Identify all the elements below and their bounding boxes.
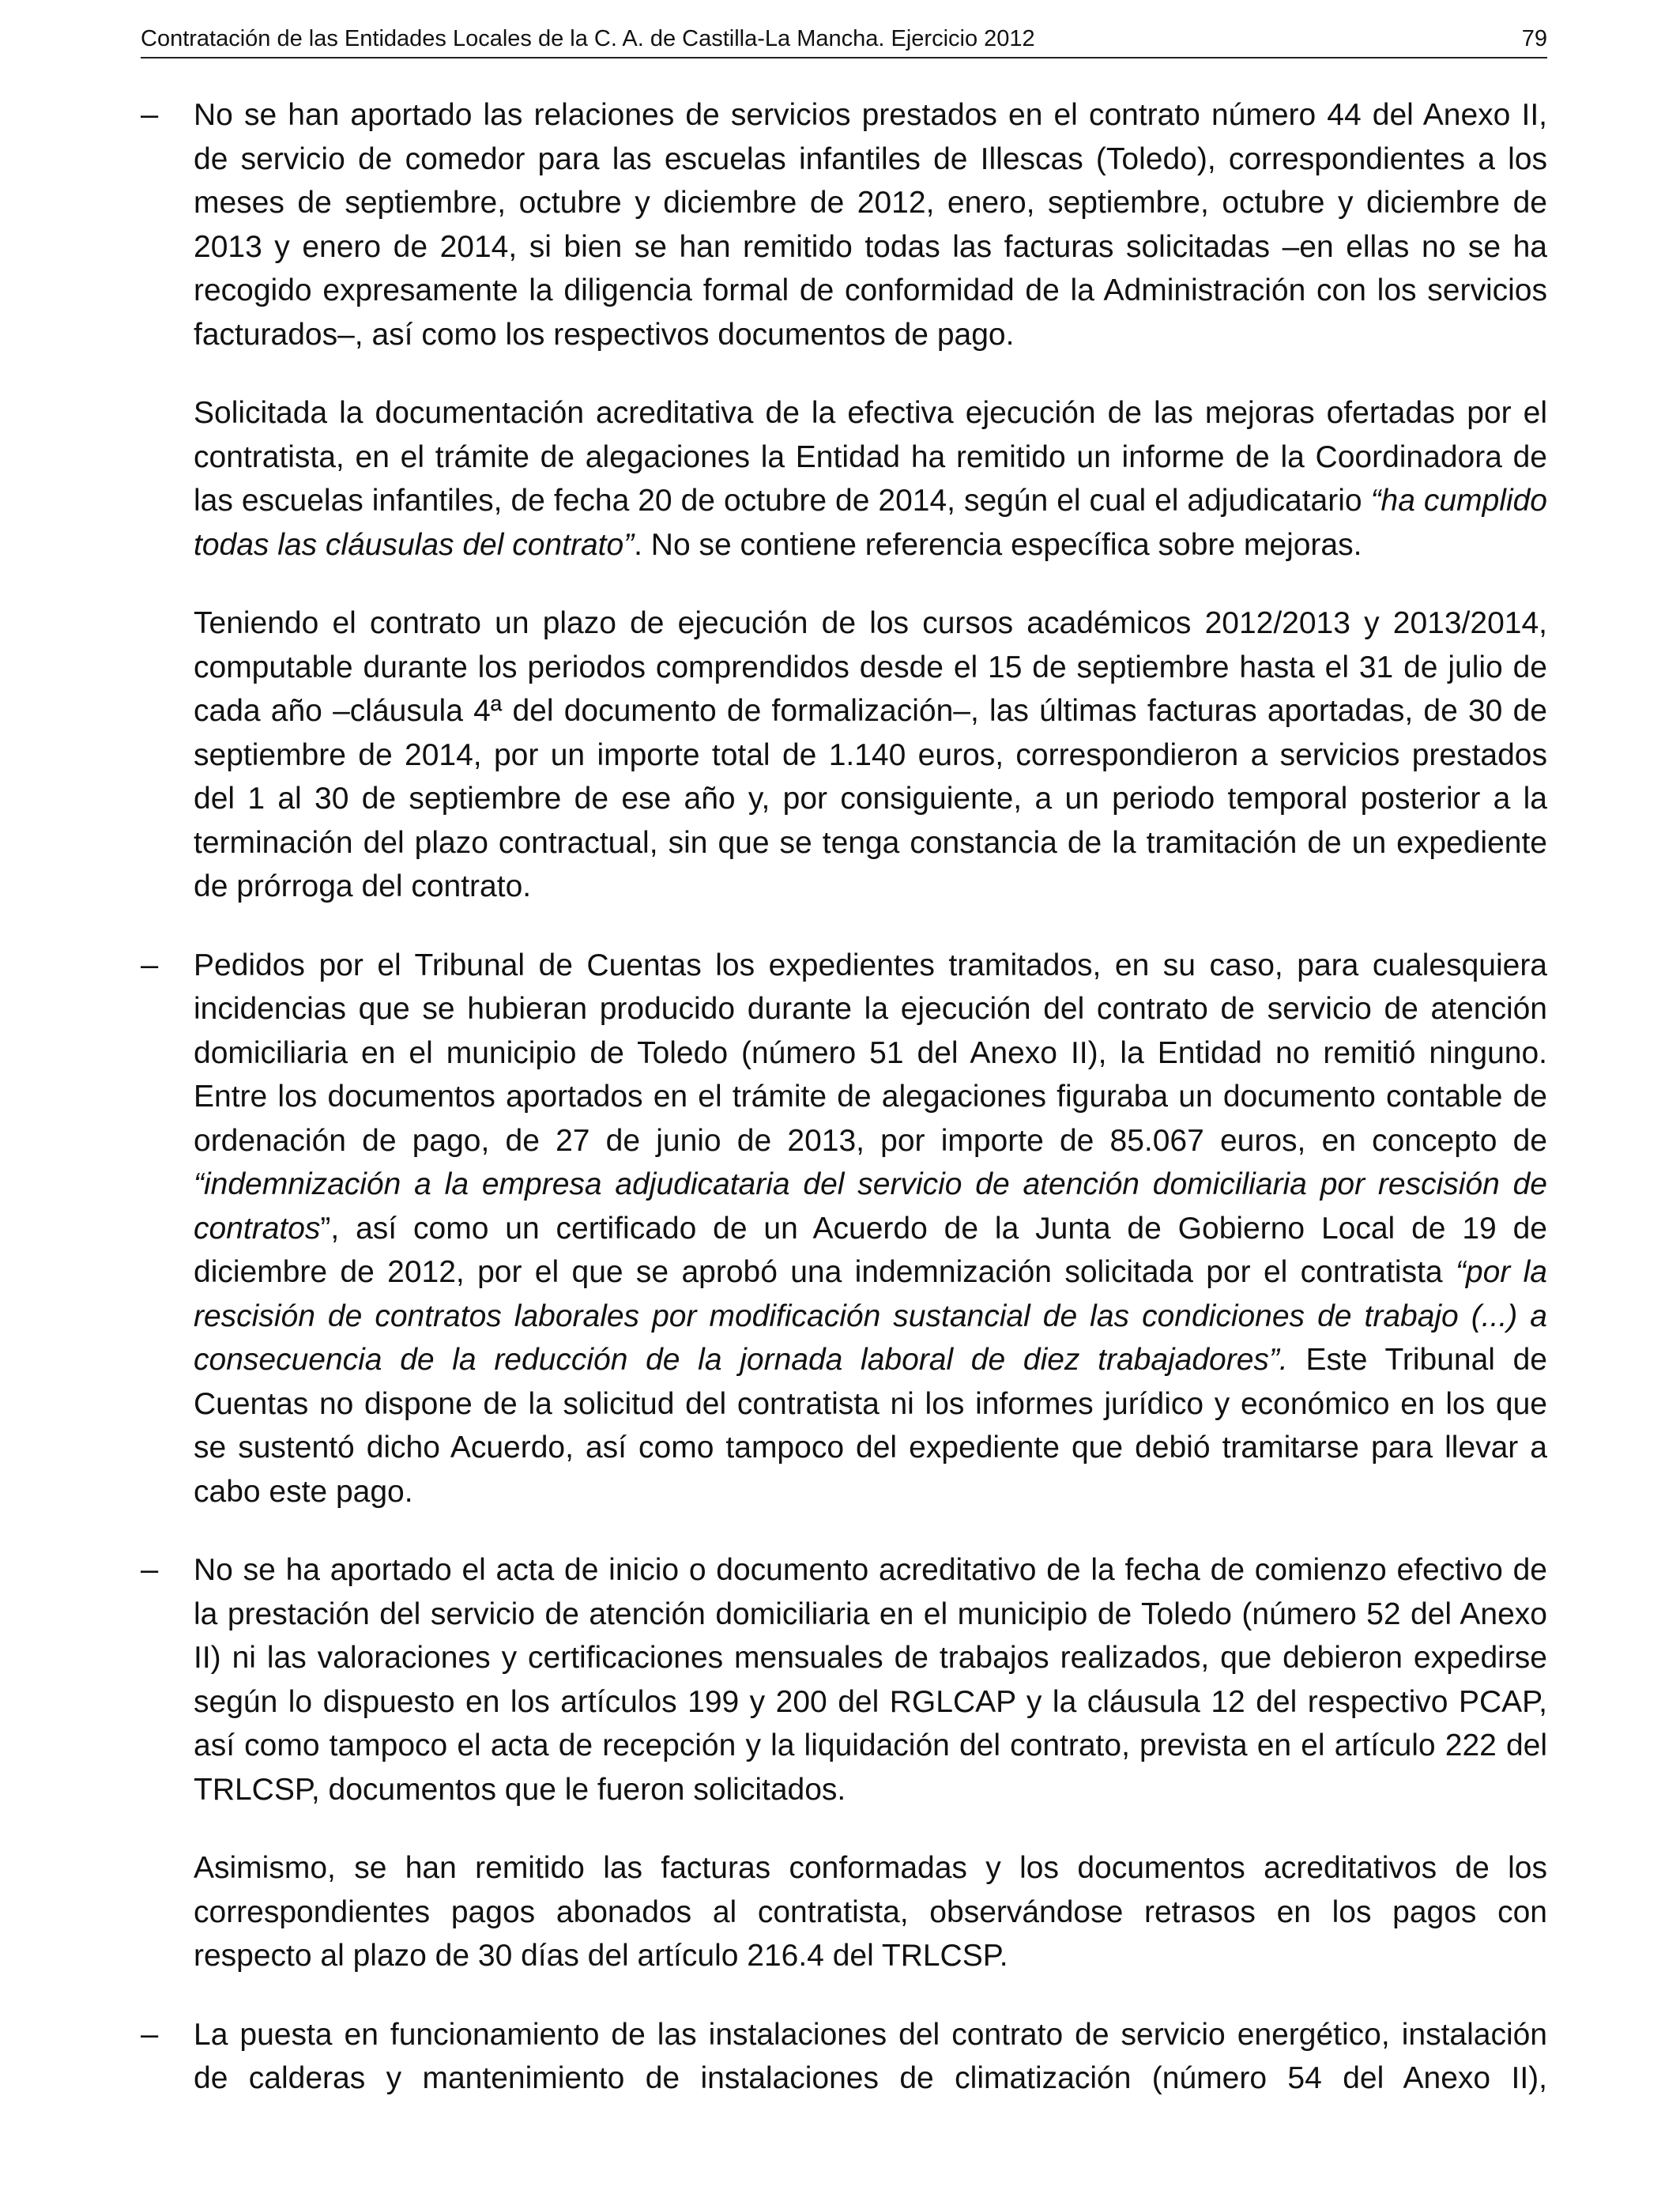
paragraph: Asimismo, se han remitido las facturas conformadas y los documentos acreditativos de los correspondientes pagos abonados al contratista, observándose retrasos en los pagos con respecto al plazo de 30 días del artículo 216.4 del TRLCSP. xyxy=(194,1851,1547,1973)
running-header xyxy=(141,21,1547,58)
italic-quote: “ha cumplido todas las cláusulas del contrato” xyxy=(194,484,1547,562)
list-dash: – xyxy=(141,97,159,132)
paragraph xyxy=(194,391,1547,567)
list-dash: – xyxy=(141,1552,159,1587)
page-number: 79 xyxy=(1521,26,1547,51)
list-item xyxy=(141,93,1547,909)
paragraph-text: Pedidos por el Tribunal de Cuentas los expedientes tramitados, en su caso, para cualesquiera incidencias que se hubieran producido durante la ejecución del contrato de servicio de atención domiciliaria en el municipio de Toledo (número 51 del Anexo II), la Entidad no remitió ninguno. Entre los documentos aportados en el trámite de alegaciones figuraba un documento contable de ordenación de pago, de 27 de junio de 2013, por importe de 85.067 euros, en concepto de xyxy=(194,948,1547,1158)
paragraph: Teniendo el contrato un plazo de ejecución de los cursos académicos 2012/2013 y 2013/2014, computable durante los periodos comprendidos desde el 15 de septiembre hasta el 31 de julio de cada año –cláusula 4ª del documento de formalización–, las últimas facturas aportadas, de 30 de septiembre de 2014, por un importe total de 1.140 euros, correspondieron a servicios prestados del 1 al 30 de septiembre de ese año y, por consiguiente, a un periodo temporal posterior a la terminación del plazo contractual, sin que se tenga constancia de la tramitación de un expediente de prórroga del contrato. xyxy=(194,606,1547,903)
italic-quote: “indemnización a la empresa adjudicataria del servicio de atención domiciliaria por rescisión de contratos xyxy=(194,1167,1547,1246)
list-dash: – xyxy=(141,2016,159,2052)
list-item xyxy=(141,944,1547,1514)
paragraph: No se han aportado las relaciones de servicios prestados en el contrato número 44 del Anexo II, de servicio de comedor para las escuelas infantiles de Illescas (Toledo), correspondientes a los meses de septiembre, octubre y diciembre de 2012, enero, septiembre, octubre y diciembre de 2013 y enero de 2014, si bien se han remitido todas las facturas solicitadas –en ellas no se ha recogido expresamente la diligencia formal de conformidad de la Administración con los servicios facturados–, así como los respectivos documentos de pago. xyxy=(194,98,1547,352)
paragraph: La puesta en funcionamiento de las instalaciones del contrato de servicio energético, instalación de calderas y mantenimiento de instalaciones de climatización (número 54 del Anexo II), xyxy=(194,2017,1547,2095)
paragraph: No se ha aportado el acta de inicio o documento acreditativo de la fecha de comienzo efectivo de la prestación del servicio de atención domiciliaria en el municipio de Toledo (número 52 del Anexo II) ni las valoraciones y certificaciones mensuales de trabajos realizados, que debieron expedirse según lo dispuesto en los artículos 199 y 200 del RGLCAP y la cláusula 12 del respectivo PCAP, así como tampoco el acta de recepción y la liquidación del contrato, prevista en el artículo 222 del TRLCSP, documentos que le fueron solicitados. xyxy=(194,1553,1547,1807)
header-title: Contratación de las Entidades Locales de la C. A. de Castilla-La Mancha. Ejercicio 2012 xyxy=(141,26,1035,51)
paragraph-text: Este Tribunal de Cuentas no dispone de la solicitud del contratista ni los informes jurídico y económico en los que se sustentó dicho Acuerdo, así como tampoco del expediente que debió tramitarse para llevar a cabo este pago. xyxy=(194,1343,1547,1509)
paragraph-text: ”, así como un certificado de un Acuerdo de la Junta de Gobierno Local de 19 de diciembre de 2012, por el que se aprobó una indemnización solicitada por el contratista xyxy=(194,1211,1547,1289)
list-item xyxy=(141,1548,1547,1978)
italic-quote: “por la rescisión de contratos laborales por modificación sustancial de las condiciones de trabajo (...) a consecuencia de la reducción de la jornada laboral de diez trabajadores”. xyxy=(194,1255,1547,1377)
paragraph-text: Solicitada la documentación acreditativa de la efectiva ejecución de las mejoras ofertadas por el contratista, en el trámite de alegaciones la Entidad ha remitido un informe de la Coordinadora de las escuelas infantiles, de fecha 20 de octubre de 2014, según el cual el adjudicatario xyxy=(194,396,1547,518)
list-item xyxy=(141,2013,1547,2101)
paragraph-text: . No se contiene referencia específica sobre mejoras. xyxy=(634,527,1362,562)
body-content xyxy=(141,93,1547,2136)
list-dash: – xyxy=(141,947,159,982)
paragraph xyxy=(194,944,1547,1514)
